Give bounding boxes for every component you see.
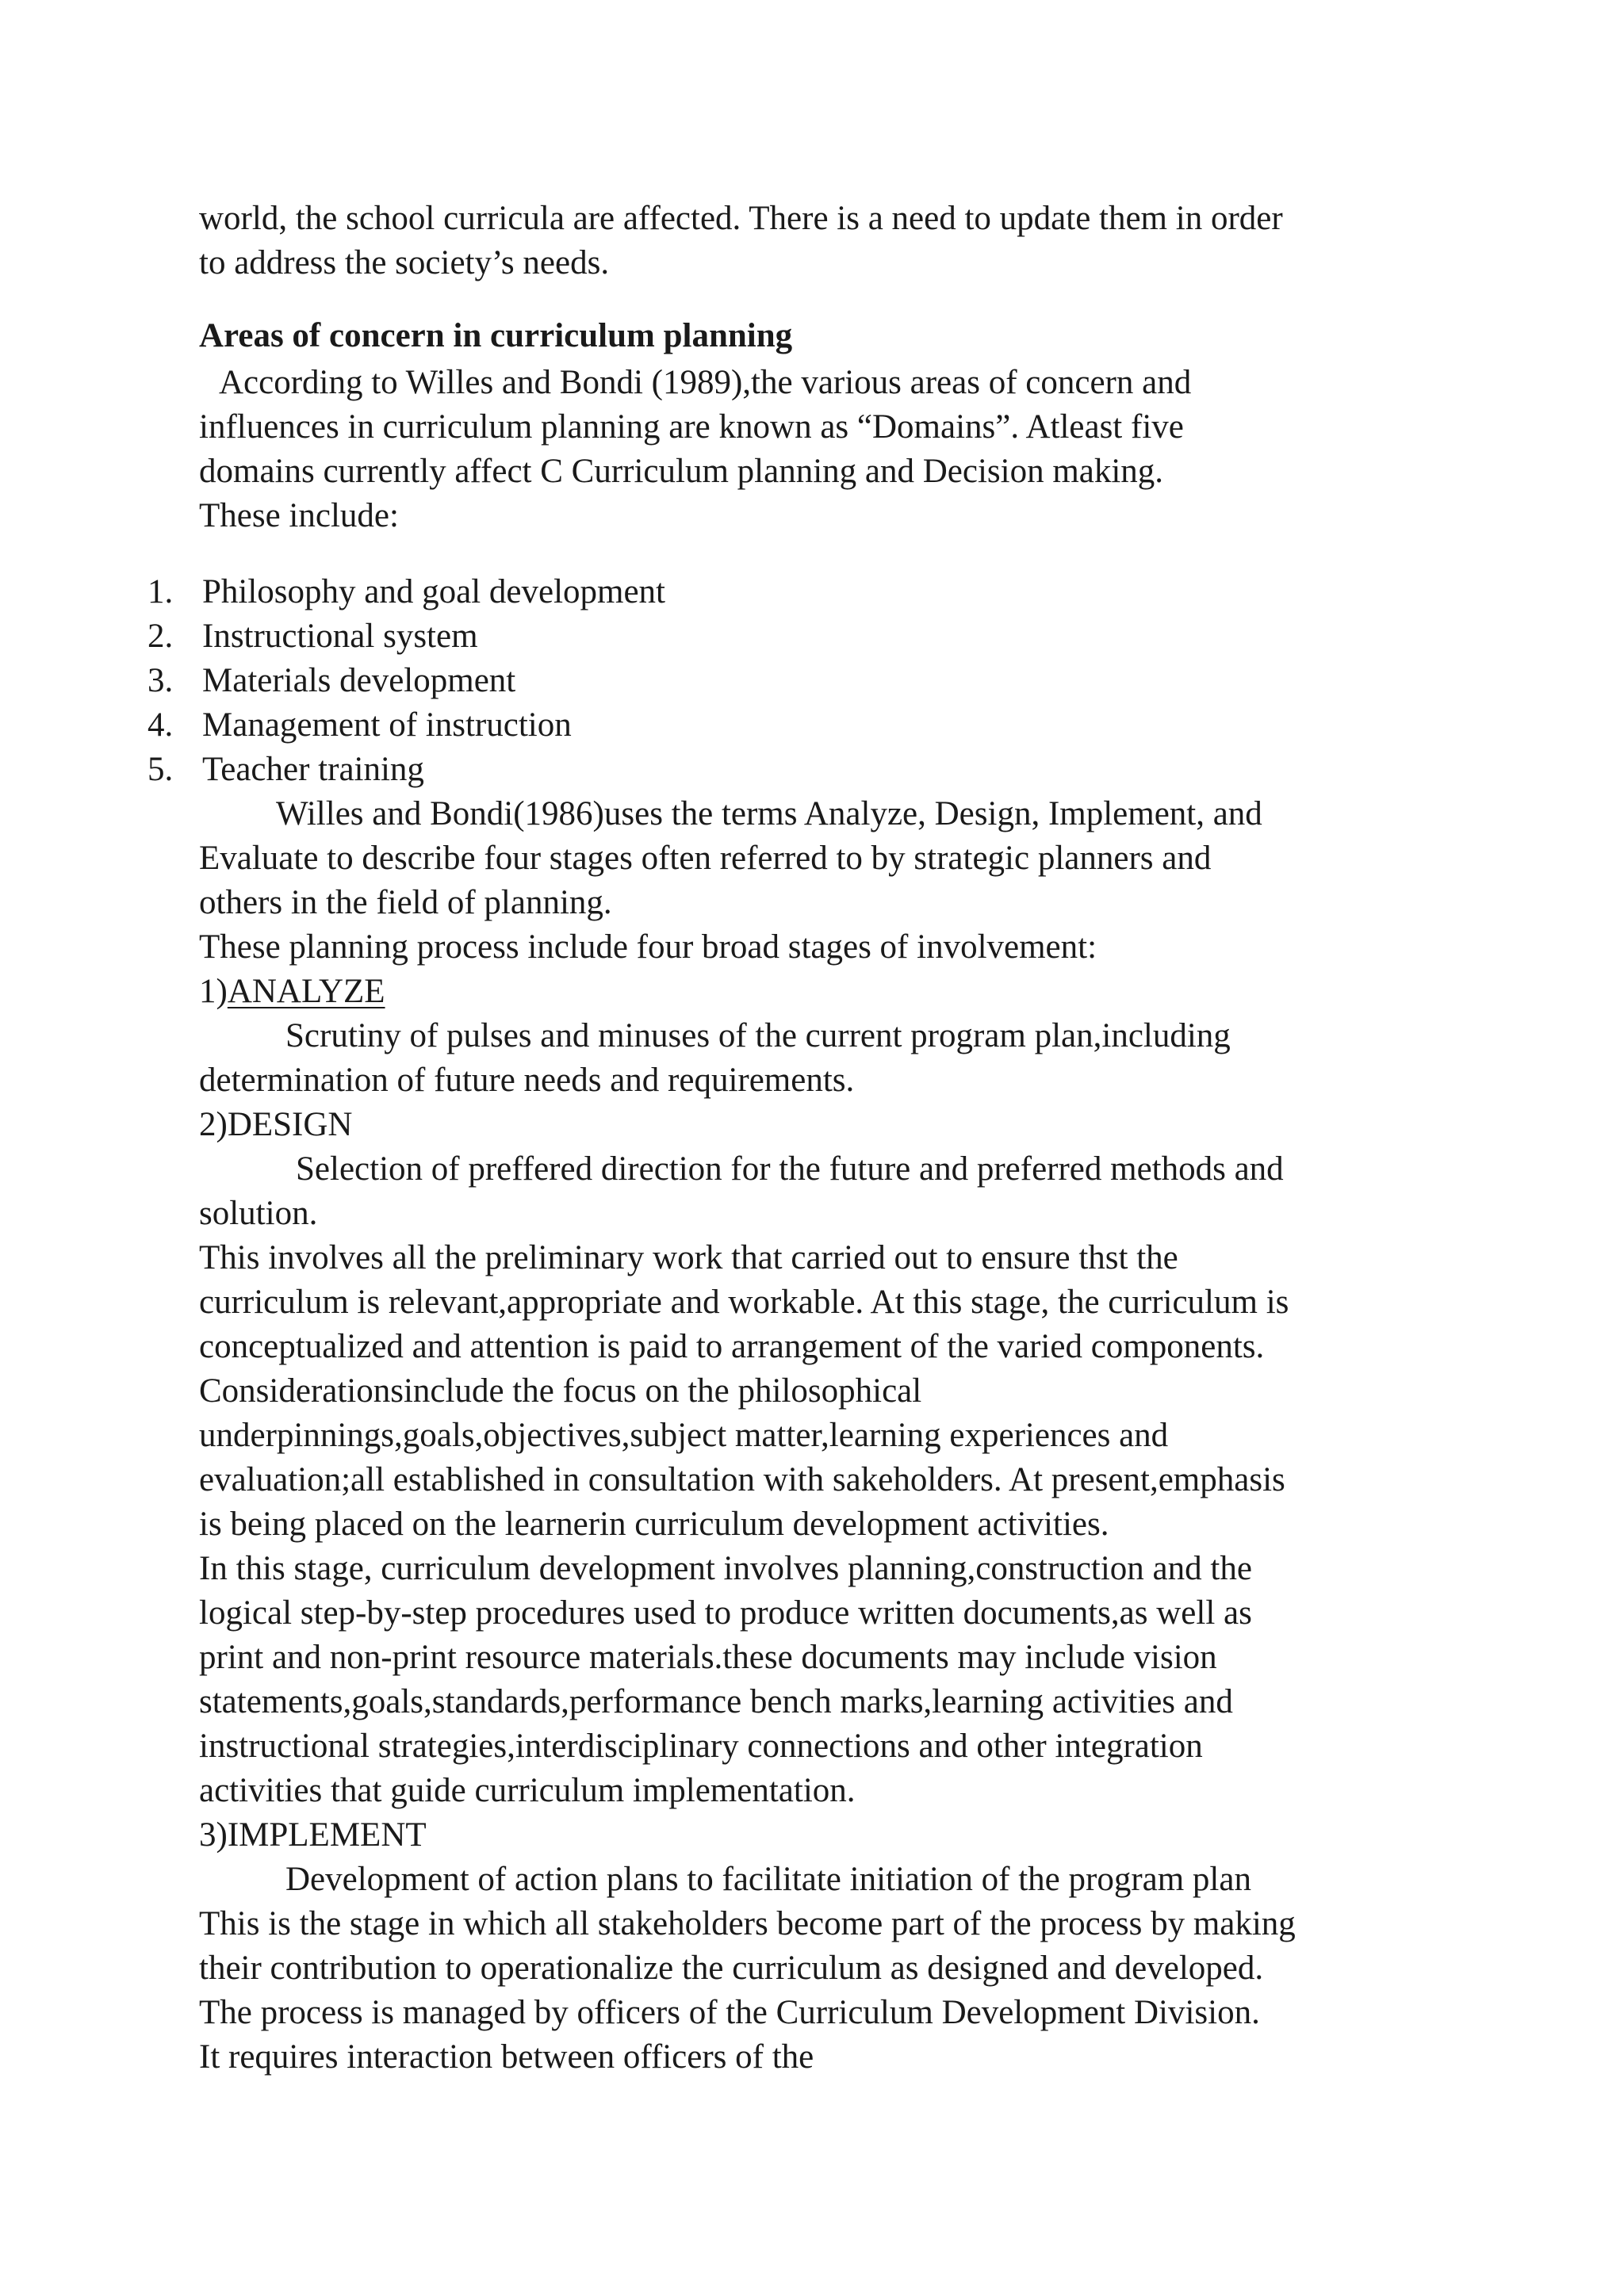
- list-item: Philosophy and goal development: [202, 573, 666, 610]
- paragraph-line: Development of action plans to facilitate initiation of the program plan: [285, 1861, 1251, 1898]
- paragraph-line: evaluation;all established in consultation with sakeholders. At present,emphasis: [199, 1461, 1285, 1498]
- list-item: Materials development: [202, 662, 516, 699]
- stage-heading-implement: 3)IMPLEMENT: [199, 1816, 427, 1854]
- stage-heading-analyze: [199, 970, 385, 1014]
- paragraph-line: solution.: [199, 1195, 318, 1232]
- paragraph-line: logical step-by-step procedures used to produce written documents,as well as: [199, 1594, 1252, 1632]
- list-item-number: 4.: [147, 706, 174, 744]
- paragraph-line: underpinnings,goals,objectives,subject matter,learning experiences and: [199, 1417, 1169, 1454]
- paragraph-line: These include:: [199, 497, 399, 534]
- paragraph-line: This involves all the preliminary work that carried out to ensure thst the: [199, 1239, 1178, 1276]
- paragraph-line: others in the field of planning.: [199, 884, 612, 921]
- paragraph-line: Evaluate to describe four stages often referred to by strategic planners and: [199, 840, 1212, 877]
- stage-heading-design: 2)DESIGN: [199, 1106, 353, 1143]
- paragraph-line: influences in curriculum planning are known as “Domains”. Atleast five: [199, 408, 1184, 446]
- paragraph-line: According to Willes and Bondi (1989),the various areas of concern and: [219, 364, 1192, 401]
- list-item: Instructional system: [202, 618, 478, 655]
- intro-line: world, the school curricula are affected. There is a need to update them in order: [199, 200, 1283, 237]
- paragraph-line: print and non-print resource materials.these documents may include vision: [199, 1639, 1217, 1676]
- list-item: Management of instruction: [202, 706, 572, 744]
- paragraph-line: This is the stage in which all stakeholders become part of the process by making: [199, 1905, 1296, 1942]
- paragraph-line: The process is managed by officers of the Curriculum Development Division.: [199, 1994, 1260, 2031]
- paragraph-line: Scrutiny of pulses and minuses of the current program plan,including: [285, 1017, 1231, 1054]
- paragraph-line: is being placed on the learnerin curriculum development activities.: [199, 1506, 1109, 1543]
- paragraph-line: Selection of preffered direction for the future and preferred methods and: [296, 1150, 1284, 1188]
- paragraph-line: instructional strategies,interdisciplinary connections and other integration: [199, 1728, 1203, 1765]
- paragraph-line: Willes and Bondi(1986)uses the terms Analyze, Design, Implement, and: [276, 795, 1262, 832]
- stage-title: ANALYZE: [227, 973, 385, 1010]
- list-item-number: 1.: [147, 573, 174, 610]
- paragraph-line: activities that guide curriculum implementation.: [199, 1772, 856, 1809]
- section-heading: Areas of concern in curriculum planning: [199, 317, 793, 354]
- stage-number: 1): [199, 973, 228, 1010]
- paragraph-line: Considerationsinclude the focus on the philosophical: [199, 1372, 922, 1410]
- list-item-number: 2.: [147, 618, 174, 655]
- paragraph-line: In this stage, curriculum development involves planning,construction and the: [199, 1550, 1252, 1587]
- intro-line: to address the society’s needs.: [199, 244, 610, 281]
- paragraph-line: It requires interaction between officers of the: [199, 2038, 814, 2076]
- list-item-number: 5.: [147, 751, 174, 788]
- list-item: Teacher training: [202, 751, 424, 788]
- paragraph-line: curriculum is relevant,appropriate and workable. At this stage, the curriculum is: [199, 1284, 1289, 1321]
- paragraph-line: their contribution to operationalize the curriculum as designed and developed.: [199, 1950, 1264, 1987]
- paragraph-line: domains currently affect C Curriculum planning and Decision making.: [199, 453, 1164, 490]
- paragraph-line: statements,goals,standards,performance bench marks,learning activities and: [199, 1683, 1233, 1720]
- paragraph-line: conceptualized and attention is paid to arrangement of the varied components.: [199, 1328, 1265, 1365]
- paragraph-line: These planning process include four broad stages of involvement:: [199, 928, 1097, 966]
- paragraph-line: determination of future needs and requirements.: [199, 1062, 855, 1099]
- list-item-number: 3.: [147, 662, 174, 699]
